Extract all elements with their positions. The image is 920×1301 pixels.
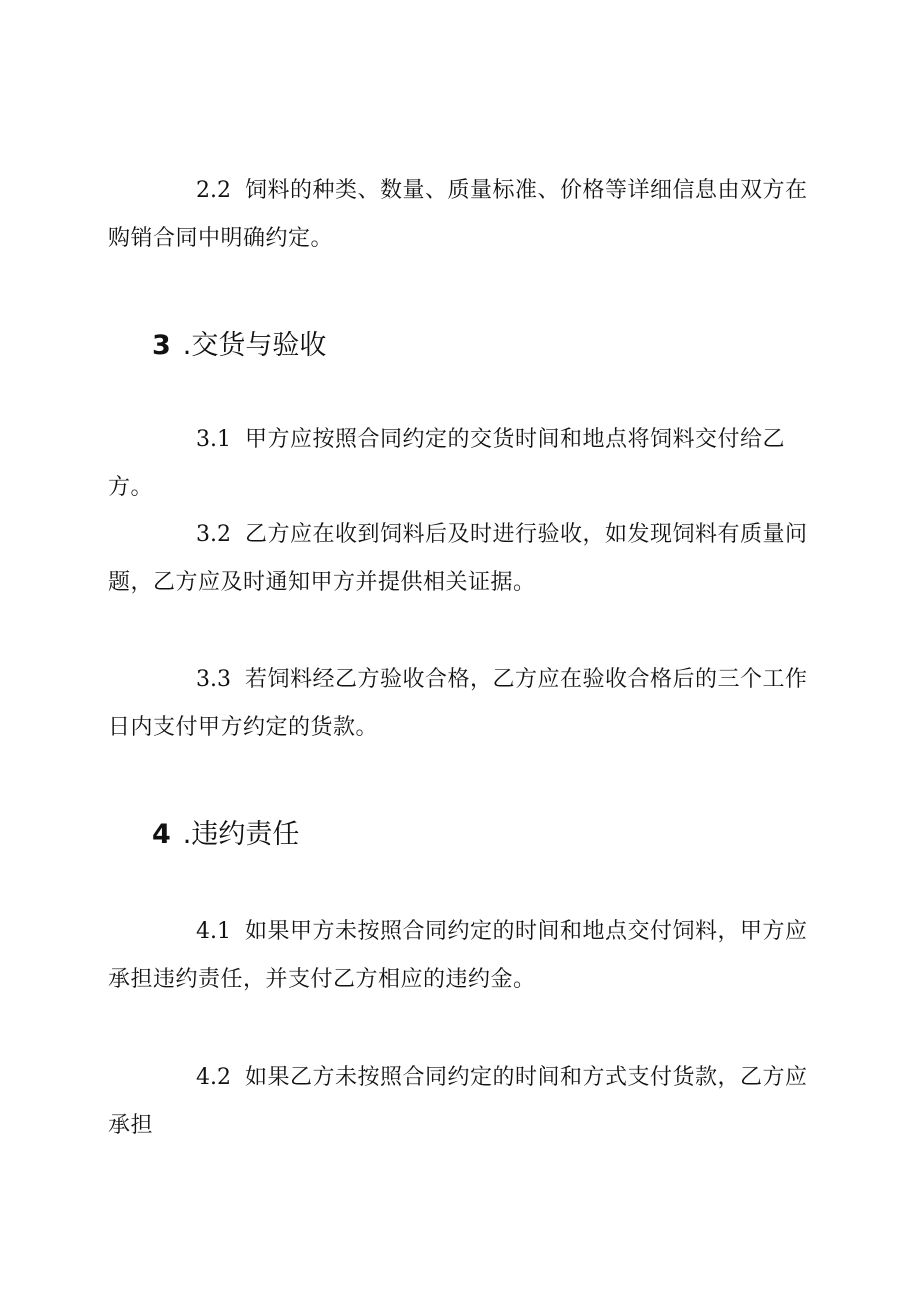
clause-3-2 [108, 511, 828, 607]
clause-text: 如果甲方未按照合同约定的时间和地点交付饲料，甲方应承担违约责任，并支付乙方相应的违约金。 [108, 919, 808, 992]
clause-text: 饲料的种类、数量、质量标准、价格等详细信息由双方在购销合同中明确约定。 [108, 178, 808, 251]
section-number: 4 [152, 819, 171, 850]
section-title: .交货与验收 [182, 330, 327, 361]
clause-text: 甲方应按照合同约定的交货时间和地点将饲料交付给乙方。 [108, 427, 786, 500]
clause-number: 3.3 [196, 667, 231, 692]
clause-text: 如果乙方未按照合同约定的时间和方式支付货款，乙方应承担 [108, 1065, 808, 1138]
section-title: .违约责任 [182, 819, 300, 850]
clause-text: 乙方应在收到饲料后及时进行验收，如发现饲料有质量问题，乙方应及时通知甲方并提供相关证据。 [108, 522, 808, 595]
clause-3-1 [108, 416, 828, 512]
clause-2-2 [108, 167, 828, 263]
section-number: 3 [152, 330, 171, 361]
clause-number: 3.2 [196, 522, 231, 547]
clause-4-2 [108, 1054, 828, 1150]
clause-4-1 [108, 908, 828, 1004]
section-heading-3 [152, 326, 326, 366]
section-heading-4 [152, 815, 299, 855]
clause-number: 4.1 [196, 919, 231, 944]
clause-3-3 [108, 656, 828, 752]
clause-text: 若饲料经乙方验收合格，乙方应在验收合格后的三个工作日内支付甲方约定的货款。 [108, 667, 808, 740]
clause-number: 4.2 [196, 1065, 231, 1090]
clause-number: 3.1 [196, 427, 231, 452]
clause-number: 2.2 [196, 178, 231, 203]
